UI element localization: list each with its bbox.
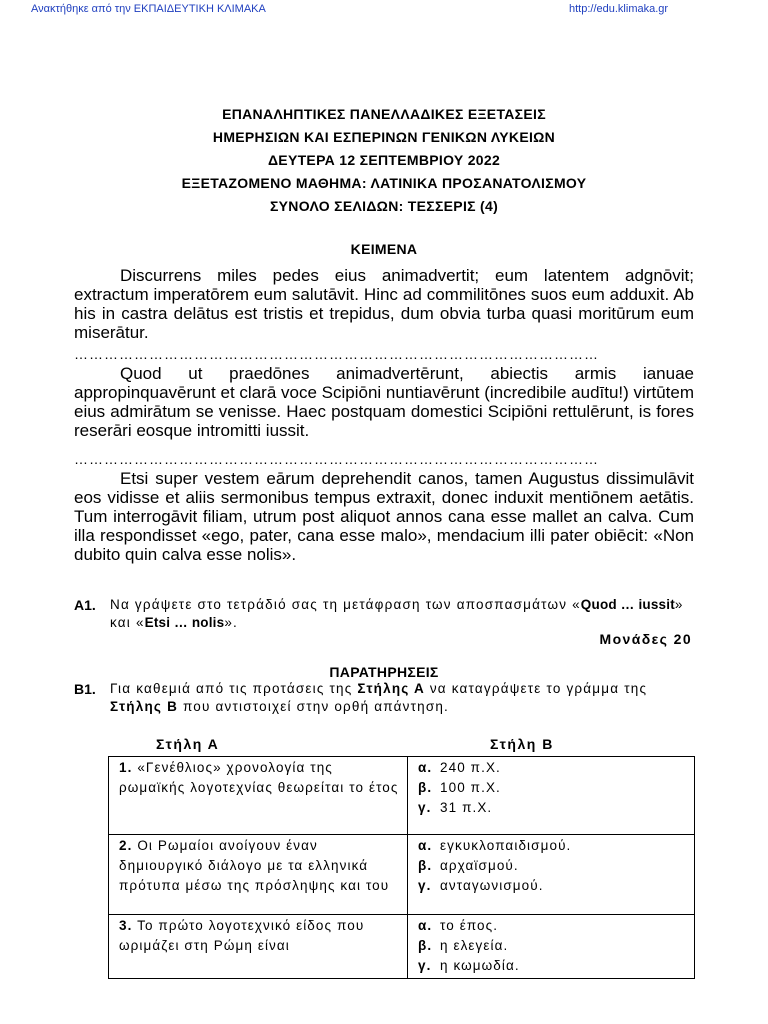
option-letter: α. [418, 918, 433, 933]
b1-bold-2: Στήλης Β [110, 699, 179, 714]
page-count: ΣΥΝΟΛΟ ΣΕΛΙΔΩΝ: ΤΕΣΣΕΡΙΣ (4) [269, 198, 499, 214]
statement-cell [109, 757, 408, 835]
omission-dots-2: …………………………………………………………………………………………… [74, 451, 599, 467]
texts-heading: ΚΕΙΜΕΝΑ [350, 241, 418, 257]
latin-passage-2 [74, 364, 694, 440]
option-letter: γ. [418, 800, 432, 815]
option-letter: γ. [418, 958, 432, 973]
table-row [109, 835, 695, 915]
options-cell [408, 835, 695, 915]
statement-text: «Γενέθλιος» χρονολογία της ρωμαϊκής λογοτεχνίας θεωρείται το έτος [119, 760, 399, 795]
question-a1-text [110, 596, 694, 632]
option-letter: β. [418, 938, 433, 953]
option-letter: α. [418, 838, 433, 853]
a1-text-after: ». [224, 615, 238, 630]
passage-3-text: Etsi super vestem eārum deprehendit canos, tamen Augustus dissimulāvit eos vidisse et aliis sermonibus tempus extraxit, donec induxit mentiōnem aetātis. Tum interrogāvit filiam, utrum post aliquot annos cana esse mallet an calva. Cum illa respondisset «ego, pater, cana esse malo», mendacium illi pater obiēcit: «Non dubito quin calva esse nolis». [74, 469, 694, 564]
matching-table [108, 756, 695, 979]
option-letter: β. [418, 780, 433, 795]
table-row [109, 915, 695, 979]
options-cell [408, 757, 695, 835]
source-link[interactable]: Ανακτήθηκε από την ΕΚΠΑΙΔΕΥΤΙΚΗ ΚΛΙΜΑΚΑ [31, 3, 266, 15]
option-text: η κωμωδία. [440, 958, 520, 973]
row-number: 3. [119, 918, 133, 933]
row-number: 2. [119, 838, 133, 853]
exam-title-line2: ΗΜΕΡΗΣΙΩΝ ΚΑΙ ΕΣΠΕΡΙΝΩΝ ΓΕΝΙΚΩΝ ΛΥΚΕΙΩΝ [212, 129, 556, 145]
statement-cell [109, 915, 408, 979]
a1-text-mid: » και « [110, 597, 684, 630]
exam-title-line1: ΕΠΑΝΑΛΗΠΤΙΚΕΣ ΠΑΝΕΛΛΑΔΙΚΕΣ ΕΞΕΤΑΣΕΙΣ [222, 106, 546, 122]
option-text: το έπος. [440, 918, 499, 933]
exam-date: ΔΕΥΤΕΡΑ 12 ΣΕΠΤΕΜΒΡΙΟΥ 2022 [267, 152, 501, 168]
option-text: η ελεγεία. [440, 938, 509, 953]
a1-bold-1: Quod … iussit [580, 597, 675, 612]
column-a-header: Στήλη Α [156, 736, 220, 752]
passage-2-text: Quod ut praedōnes animadvertērunt, abiectis armis ianuae appropinquavērunt et clarā voce Scipiōni nuntiavērunt (incredibile audītu!) virtūtem eius admirātum se venisse. Haec postquam domestici Scipiōni rettulērunt, is fores reserāri eosque intromitti iussit. [74, 364, 694, 440]
a1-marks: Μονάδες 20 [599, 631, 692, 647]
statement-text: Το πρώτο λογοτεχνικό είδος που ωριμάζει στη Ρώμη είναι [119, 918, 365, 953]
table-row [109, 757, 695, 835]
question-a1-label: A1. [74, 597, 96, 613]
page-header [0, 3, 768, 19]
statement-cell [109, 835, 408, 915]
option-text: 31 π.Χ. [440, 800, 493, 815]
latin-passage-1 [74, 266, 694, 342]
option-letter: γ. [418, 878, 432, 893]
option-letter: α. [418, 760, 433, 775]
exam-subject: ΕΞΕΤΑΖΟΜΕΝΟ ΜΑΘΗΜΑ: ΛΑΤΙΝΙΚΑ ΠΡΟΣΑΝΑΤΟΛΙΣΜΟΥ [181, 175, 587, 191]
omission-dots-1: …………………………………………………………………………………………… [74, 346, 599, 362]
notes-heading: ΠΑΡΑΤΗΡΗΣΕΙΣ [329, 664, 439, 680]
b1-text-3: που αντιστοιχεί στην ορθή απάντηση. [178, 699, 450, 714]
option-text: εγκυκλοπαιδισμού. [440, 838, 572, 853]
b1-bold-1: Στήλης Α [357, 681, 425, 696]
options-cell [408, 915, 695, 979]
source-url-link[interactable]: http://edu.klimaka.gr [569, 3, 669, 15]
column-b-header: Στήλη Β [490, 736, 554, 752]
a1-text-before: Να γράψετε στο τετράδιό σας τη μετάφραση των αποσπασμάτων « [110, 597, 581, 612]
latin-passage-3 [74, 469, 694, 564]
option-text: 240 π.Χ. [440, 760, 501, 775]
b1-text-1: Για καθεμιά από τις προτάσεις της [110, 681, 358, 696]
a1-bold-2: Etsi … nolis [144, 615, 225, 630]
row-number: 1. [119, 760, 133, 775]
b1-text-2: να καταγράψετε το γράμμα της [424, 681, 648, 696]
option-text: 100 π.Χ. [440, 780, 501, 795]
passage-1-text: Discurrens miles pedes eius animadvertit; eum latentem adgnōvit; extractum imperatōrem eum salutāvit. Hinc ad commilitōnes suos eum adduxit. Ab his in castra delātus est tristis et trepidus, dum obvia turba quasi moritūrum eum miserātur. [74, 266, 694, 342]
statement-text: Οι Ρωμαίοι ανοίγουν έναν δημιουργικό διάλογο με τα ελληνικά πρότυπα μέσω της πρόσληψης και του [119, 838, 390, 893]
option-letter: β. [418, 858, 433, 873]
question-b1-label: B1. [74, 681, 96, 697]
question-b1-text [110, 680, 694, 716]
option-text: αρχαϊσμού. [440, 858, 519, 873]
option-text: ανταγωνισμού. [440, 878, 544, 893]
